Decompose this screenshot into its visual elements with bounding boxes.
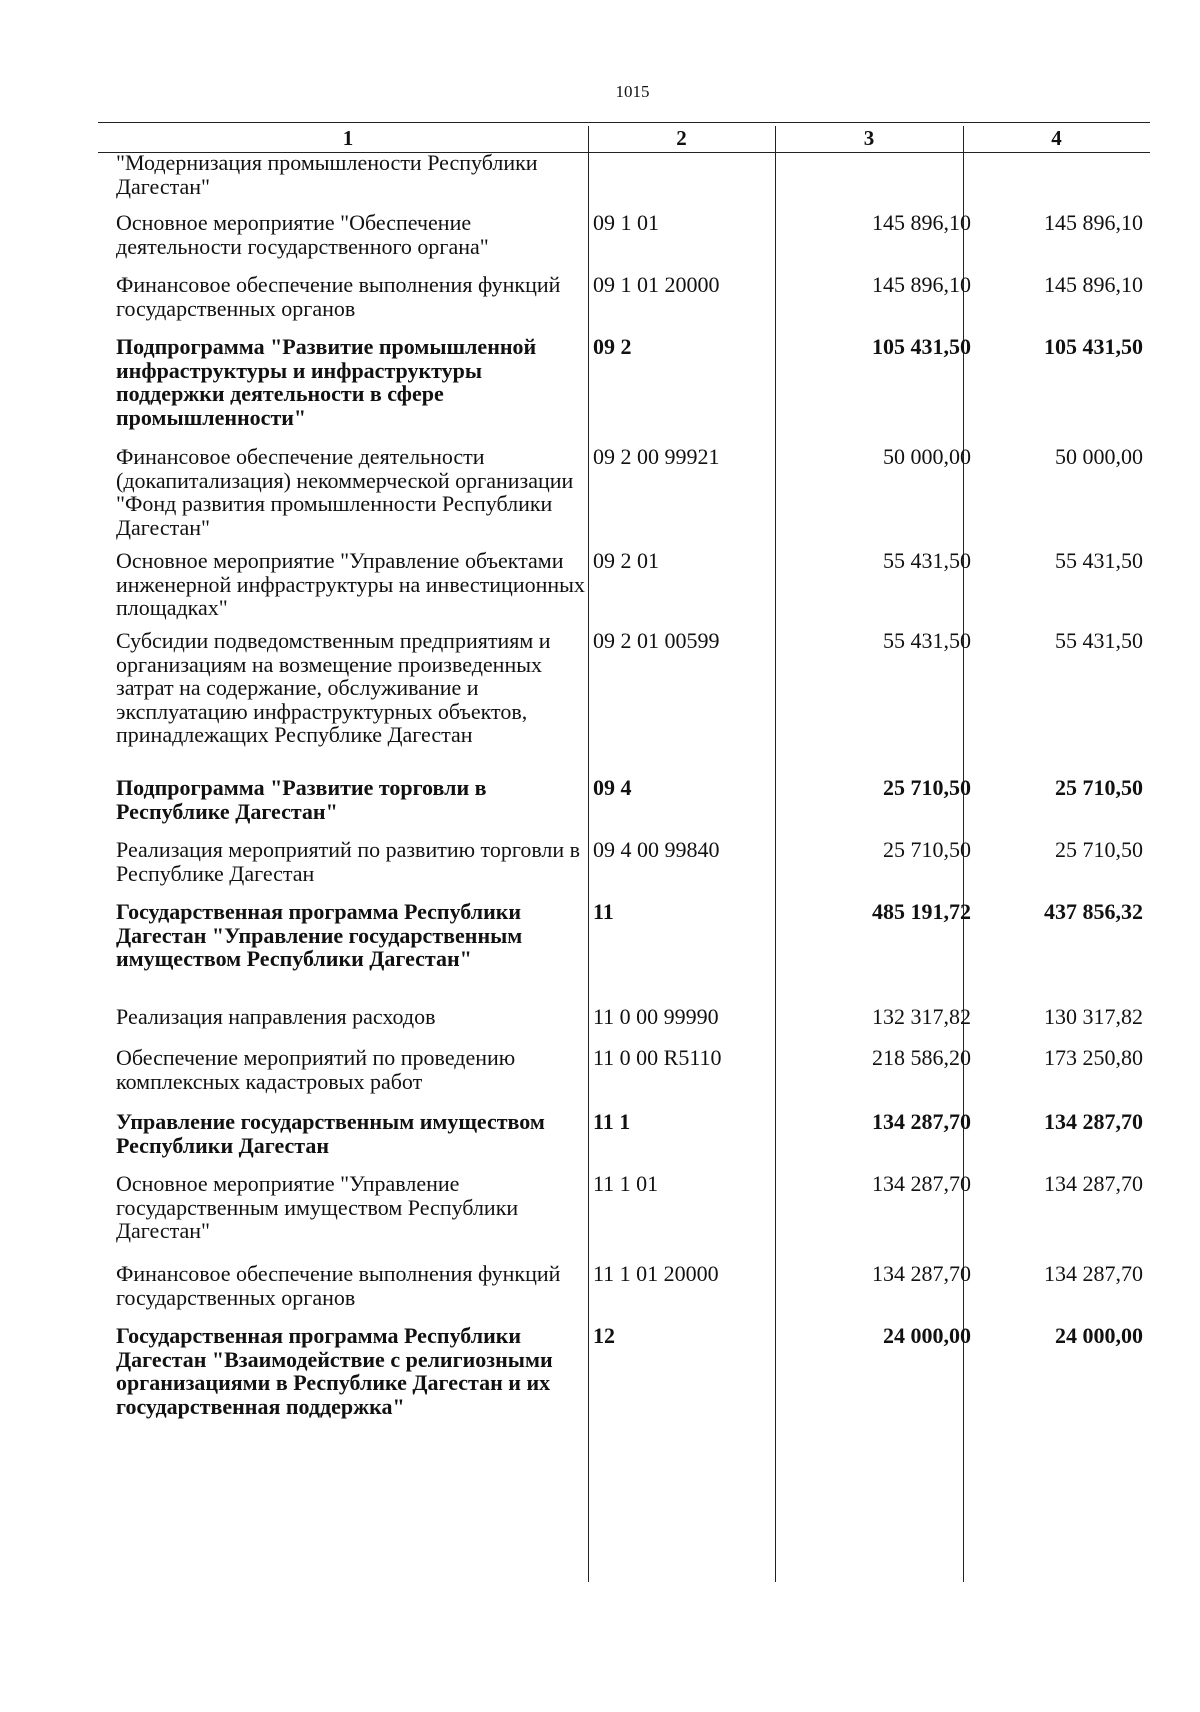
row-value-col4: 130 317,82 [1044,1004,1143,1029]
row-value-col3: 55 431,50 [883,548,971,573]
row-value-col4: 50 000,00 [1055,444,1143,469]
row-name-cell: Основное мероприятие "Управление объектами инженерной инфраструктуры на инвестиционных площадках" [116,548,585,620]
row-code-cell: 11 1 01 20000 [593,1261,719,1286]
row-name-cell: Управление государственным имуществом Республики Дагестан [116,1109,545,1158]
row-name-cell: Основное мероприятие "Управление государственным имуществом Республики Дагестан" [116,1171,519,1243]
header-cell-3: 3 [863,126,875,150]
row-value-col3: 134 287,70 [872,1171,971,1196]
row-value-col4: 55 431,50 [1055,628,1143,653]
row-code-cell: 09 1 01 [593,210,659,235]
page-number: 1015 [615,82,650,101]
row-code-cell: 11 0 00 99990 [593,1004,719,1029]
row-name-cell: Финансовое обеспечение выполнения функций государственных органов [116,1261,561,1310]
header-cell-2: 2 [676,126,687,150]
row-code-cell: 11 [593,899,614,924]
table-header-row [108,122,1150,152]
row-code-cell: 09 2 01 [593,548,659,573]
row-name-cell: Обеспечение мероприятий по проведению комплексных кадастровых работ [116,1045,516,1094]
row-value-col4: 134 287,70 [1044,1261,1143,1286]
row-name-cell: "Модернизация промышлености Республики Дагестан" [116,150,538,199]
header-cell-4: 4 [1051,126,1062,150]
budget-table [108,122,1150,1582]
row-value-col4: 437 856,32 [1044,899,1143,924]
row-value-col4: 134 287,70 [1044,1109,1143,1134]
row-value-col4: 25 710,50 [1055,837,1143,862]
row-name-cell: Финансовое обеспечение деятельности (докапитализация) некоммерческой организации "Фонд развития промышленности Республики Дагестан" [116,444,574,540]
row-value-col4: 145 896,10 [1044,272,1143,297]
row-value-col3: 50 000,00 [883,444,971,469]
row-value-col3: 485 191,72 [872,899,971,924]
row-code-cell: 11 1 [593,1109,631,1134]
row-value-col4: 55 431,50 [1055,548,1143,573]
row-code-cell: 09 4 00 99840 [593,837,720,862]
row-name-cell: Реализация мероприятий по развитию торговли в Республике Дагестан [116,837,581,886]
row-name-cell: Субсидии подведомственным предприятиям и организациям на возмещение произведенных затрат на содержание, обслуживание и эксплуатацию инфраструктурных объектов, принадлежащих Республике Дагестан [116,628,551,747]
row-value-col3: 134 287,70 [872,1261,971,1286]
row-value-col3: 25 710,50 [883,775,971,800]
row-code-cell: 09 2 01 00599 [593,628,720,653]
row-name-cell: Подпрограмма "Развитие промышленной инфраструктуры и инфраструктуры поддержки деятельности в сфере промышленности" [116,334,537,430]
row-value-col4: 25 710,50 [1055,775,1143,800]
row-value-col4: 145 896,10 [1044,210,1143,235]
row-name-cell: Финансовое обеспечение выполнения функций государственных органов [116,272,561,321]
row-value-col3: 132 317,82 [872,1004,971,1029]
row-value-col3: 55 431,50 [883,628,971,653]
row-code-cell: 11 0 00 R5110 [593,1045,722,1070]
row-value-col4: 134 287,70 [1044,1171,1143,1196]
row-value-col3: 134 287,70 [872,1109,971,1134]
row-value-col4: 24 000,00 [1055,1323,1143,1348]
row-name-cell: Основное мероприятие "Обеспечение деятельности государственного органа" [116,210,489,259]
row-code-cell: 09 2 00 99921 [593,444,720,469]
row-name-cell: Реализация направления расходов [116,1004,436,1029]
row-code-cell: 11 1 01 [593,1171,659,1196]
row-value-col3: 105 431,50 [872,334,971,359]
row-name-cell: Государственная программа Республики Дагестан "Взаимодействие с религиозными организациями в Республике Дагестан и их государственная поддержка" [116,1323,553,1419]
row-value-col3: 218 586,20 [872,1045,971,1070]
row-code-cell: 12 [593,1323,615,1348]
row-value-col3: 145 896,10 [872,272,971,297]
row-value-col3: 24 000,00 [883,1323,971,1348]
row-name-cell: Подпрограмма "Развитие торговли в Республике Дагестан" [116,775,487,824]
row-code-cell: 09 1 01 20000 [593,272,720,297]
row-value-col4: 173 250,80 [1044,1045,1143,1070]
row-value-col3: 25 710,50 [883,837,971,862]
row-code-cell: 09 4 [593,775,632,800]
row-code-cell: 09 2 [593,334,632,359]
header-cell-1: 1 [342,126,354,150]
row-value-col3: 145 896,10 [872,210,971,235]
row-name-cell: Государственная программа Республики Дагестан "Управление государственным имуществом Республики Дагестан" [116,899,523,971]
row-value-col4: 105 431,50 [1044,334,1143,359]
